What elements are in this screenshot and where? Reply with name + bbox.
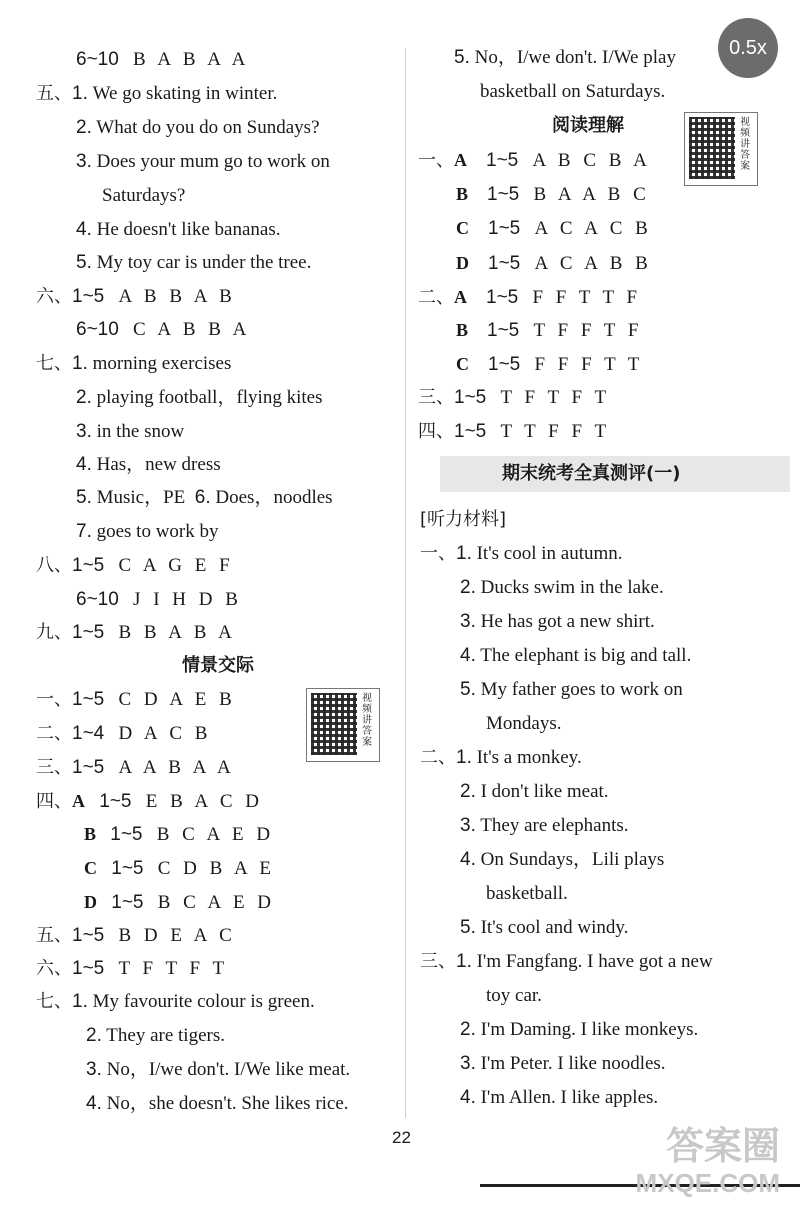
m3-item-3: 3. I'm Peter. I like noodles. [460, 1053, 666, 1074]
page-number: 22 [392, 1128, 411, 1147]
m3-item-1: 三、1. I'm Fangfang. I have got a new [420, 951, 713, 972]
reading-3-line: 三、1~5 T F T F T [418, 387, 611, 408]
exam-title: 期末统考全真测评(一) [502, 463, 681, 484]
m2-item-4: 4. On Sundays，Lili plays [460, 849, 665, 870]
reading-b-line: B 1~5 B A A B C [456, 184, 650, 205]
section-5-item-3-cont: Saturdays? [102, 185, 186, 206]
m3-item-4: 4. I'm Allen. I like apples. [460, 1087, 659, 1108]
q6-line: 六、1~5 T F T F T [36, 958, 229, 979]
m1-item-3: 3. He has got a new shirt. [460, 611, 655, 632]
m3-item-2: 2. I'm Daming. I like monkeys. [460, 1019, 699, 1040]
column-divider [405, 48, 406, 1118]
q4b-line: B 1~5 B C A E D [84, 824, 275, 845]
m3-item-1-cont: toy car. [486, 985, 542, 1006]
section-title-situational: 情景交际 [182, 655, 254, 676]
qr-code-reading[interactable] [684, 112, 758, 186]
section-7-item-3: 3. in the snow [76, 421, 185, 442]
line-6-10: 6~10 B A B A A [76, 49, 250, 70]
watermark-url: MXQE.COM [635, 1168, 780, 1198]
section-5-item-1: 五、1. We go skating in winter. [36, 83, 278, 104]
q7-item-4: 4. No，she doesn't. She likes rice. [86, 1093, 349, 1114]
m1-item-4: 4. The elephant is big and tall. [460, 645, 692, 666]
section-7-item-2: 2. playing football，flying kites [76, 387, 323, 408]
q7-item-3: 3. No，I/we don't. I/We like meat. [86, 1059, 351, 1080]
section-5-item-5: 5. My toy car is under the tree. [76, 252, 312, 273]
qr-pattern-icon [311, 693, 357, 755]
q4a-line: 四、A 1~5 E B A C D [36, 791, 264, 812]
m1-item-5: 5. My father goes to work on [460, 679, 683, 700]
q5-line: 五、1~5 B D E A C [36, 925, 236, 946]
section-5-item-3: 3. Does your mum go to work on [76, 151, 330, 172]
qr-label: 视频讲答案 [362, 693, 372, 748]
section-5-item-2: 2. What do you do on Sundays? [76, 117, 320, 138]
reading-2b-line: B 1~5 T F F T F [456, 320, 643, 341]
m1-item-2: 2. Ducks swim in the lake. [460, 577, 664, 598]
section-7-item-4: 4. Has，new dress [76, 454, 221, 475]
q4d-line: D 1~5 B C A E D [84, 892, 276, 913]
q7-item-1: 七、1. My favourite colour is green. [36, 991, 315, 1012]
listening-material-label: [听力材料] [420, 509, 507, 530]
q7-item-2: 2. They are tigers. [86, 1025, 225, 1046]
section-9-line-1: 九、1~5 B B A B A [36, 622, 236, 643]
reading-2c-line: C 1~5 F F F T T [456, 354, 644, 375]
section-7-item-1: 七、1. morning exercises [36, 353, 232, 374]
m2-item-2: 2. I don't like meat. [460, 781, 609, 802]
reading-2a-line: 二、A 1~5 F F T T F [418, 287, 642, 308]
m2-item-4-cont: basketball. [486, 883, 568, 904]
reading-a-line: 一、A 1~5 A B C B A [418, 150, 651, 171]
section-5-item-4: 4. He doesn't like bananas. [76, 219, 281, 240]
qr-pattern-icon [689, 117, 735, 179]
watermark-logo: 答案圈 [665, 1124, 780, 1168]
section-7-item-5-6: 5. Music，PE 6. Does，noodles [76, 487, 333, 508]
section-7-item-7: 7. goes to work by [76, 521, 219, 542]
section-8-line-1: 八、1~5 C A G E F [36, 555, 234, 576]
zoom-badge[interactable]: 0.5x [718, 18, 778, 78]
q2-line: 二、1~4 D A C B [36, 723, 212, 744]
q3-line: 三、1~5 A A B A A [36, 757, 235, 778]
m1-item-1: 一、1. It's cool in autumn. [420, 543, 623, 564]
q4c-line: C 1~5 C D B A E [84, 858, 276, 879]
m2-item-5: 5. It's cool and windy. [460, 917, 629, 938]
reading-4-line: 四、1~5 T T F F T [418, 421, 611, 442]
section-6-line-1: 六、1~5 A B B A B [36, 286, 236, 307]
r-item-5: 5. No，I/we don't. I/We play [454, 47, 676, 68]
qr-code-situational[interactable] [306, 688, 380, 762]
q1-line: 一、1~5 C D A E B [36, 689, 236, 710]
section-6-line-2: 6~10 C A B B A [76, 319, 251, 340]
r-item-5-cont: basketball on Saturdays. [480, 81, 666, 102]
reading-d-line: D 1~5 A C A B B [456, 253, 652, 274]
reading-c-line: C 1~5 A C A C B [456, 218, 652, 239]
section-title-reading: 阅读理解 [552, 115, 624, 136]
m2-item-1: 二、1. It's a monkey. [420, 747, 582, 768]
m1-item-5-cont: Mondays. [486, 713, 562, 734]
m2-item-3: 3. They are elephants. [460, 815, 629, 836]
qr-label: 视频讲答案 [740, 117, 750, 172]
section-8-line-2: 6~10 J I H D B [76, 589, 242, 610]
